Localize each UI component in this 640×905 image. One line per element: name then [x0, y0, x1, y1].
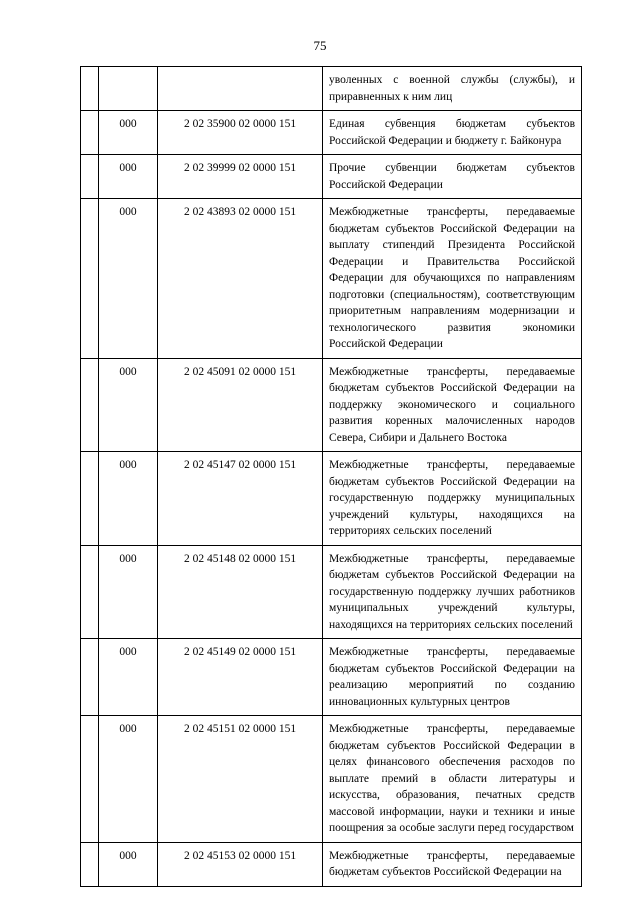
description-cell: Межбюджетные трансферты, передаваемые бюджетам субъектов Российской Федерации на государственную поддержку лучших работников муниципальных учреждений культуры, находящихся на территориях сельских поселений	[323, 545, 582, 639]
page-number: 75	[313, 38, 327, 53]
table-row	[81, 716, 582, 843]
admin-code-cell: 000	[99, 716, 158, 843]
admin-code-cell: 000	[99, 111, 158, 155]
table-row	[81, 199, 582, 359]
spacer-cell	[81, 155, 99, 199]
budget-code-cell: 2 02 45153 02 0000 151	[158, 842, 323, 886]
admin-code-cell: 000	[99, 199, 158, 359]
admin-code-cell: 000	[99, 452, 158, 546]
description-cell: уволенных с военной службы (службы), и приравненных к ним лиц	[323, 67, 582, 111]
budget-code-cell: 2 02 43893 02 0000 151	[158, 199, 323, 359]
description-cell: Межбюджетные трансферты, передаваемые бюджетам субъектов Российской Федерации на реализацию мероприятий по созданию инновационных культурных центров	[323, 639, 582, 716]
budget-code-cell: 2 02 39999 02 0000 151	[158, 155, 323, 199]
table-row	[81, 67, 582, 111]
description-cell: Межбюджетные трансферты, передаваемые бюджетам субъектов Российской Федерации в целях финансового обеспечения расходов по выплате премий в области литературы и искусства, образования, печатных средств массовой информации, науки и техники и иные поощрения за особые заслуги перед государством	[323, 716, 582, 843]
budget-code-cell: 2 02 35900 02 0000 151	[158, 111, 323, 155]
table-row	[81, 842, 582, 886]
table-row	[81, 452, 582, 546]
budget-codes-table	[80, 66, 582, 887]
spacer-cell	[81, 199, 99, 359]
table-row	[81, 155, 582, 199]
admin-code-cell: 000	[99, 155, 158, 199]
description-cell: Межбюджетные трансферты, передаваемые бюджетам субъектов Российской Федерации на выплату стипендий Президента Российской Федерации и Правительства Российской Федерации для обучающихся по направлениям подготовки (специальностям), соответствующим приоритетным направлениям модернизации и технологического развития экономики Российской Федерации	[323, 199, 582, 359]
budget-code-cell: 2 02 45147 02 0000 151	[158, 452, 323, 546]
budget-code-cell: 2 02 45149 02 0000 151	[158, 639, 323, 716]
admin-code-cell	[99, 67, 158, 111]
spacer-cell	[81, 716, 99, 843]
spacer-cell	[81, 639, 99, 716]
description-cell: Межбюджетные трансферты, передаваемые бюджетам субъектов Российской Федерации на государственную поддержку муниципальных учреждений культуры, находящихся на территориях сельских поселений	[323, 452, 582, 546]
spacer-cell	[81, 545, 99, 639]
table-row	[81, 111, 582, 155]
budget-code-cell: 2 02 45151 02 0000 151	[158, 716, 323, 843]
table-row	[81, 358, 582, 452]
budget-code-cell: 2 02 45148 02 0000 151	[158, 545, 323, 639]
admin-code-cell: 000	[99, 358, 158, 452]
spacer-cell	[81, 842, 99, 886]
description-cell: Прочие субвенции бюджетам субъектов Российской Федерации	[323, 155, 582, 199]
spacer-cell	[81, 67, 99, 111]
description-cell: Единая субвенция бюджетам субъектов Российской Федерации и бюджету г. Байконура	[323, 111, 582, 155]
description-cell: Межбюджетные трансферты, передаваемые бюджетам субъектов Российской Федерации на	[323, 842, 582, 886]
spacer-cell	[81, 358, 99, 452]
admin-code-cell: 000	[99, 545, 158, 639]
table-body	[81, 67, 582, 887]
table-row	[81, 545, 582, 639]
table-row	[81, 639, 582, 716]
admin-code-cell: 000	[99, 639, 158, 716]
spacer-cell	[81, 111, 99, 155]
budget-code-cell	[158, 67, 323, 111]
budget-code-cell: 2 02 45091 02 0000 151	[158, 358, 323, 452]
spacer-cell	[81, 452, 99, 546]
description-cell: Межбюджетные трансферты, передаваемые бюджетам субъектов Российской Федерации на поддержку экономического и социального развития коренных малочисленных народов Севера, Сибири и Дальнего Востока	[323, 358, 582, 452]
admin-code-cell: 000	[99, 842, 158, 886]
